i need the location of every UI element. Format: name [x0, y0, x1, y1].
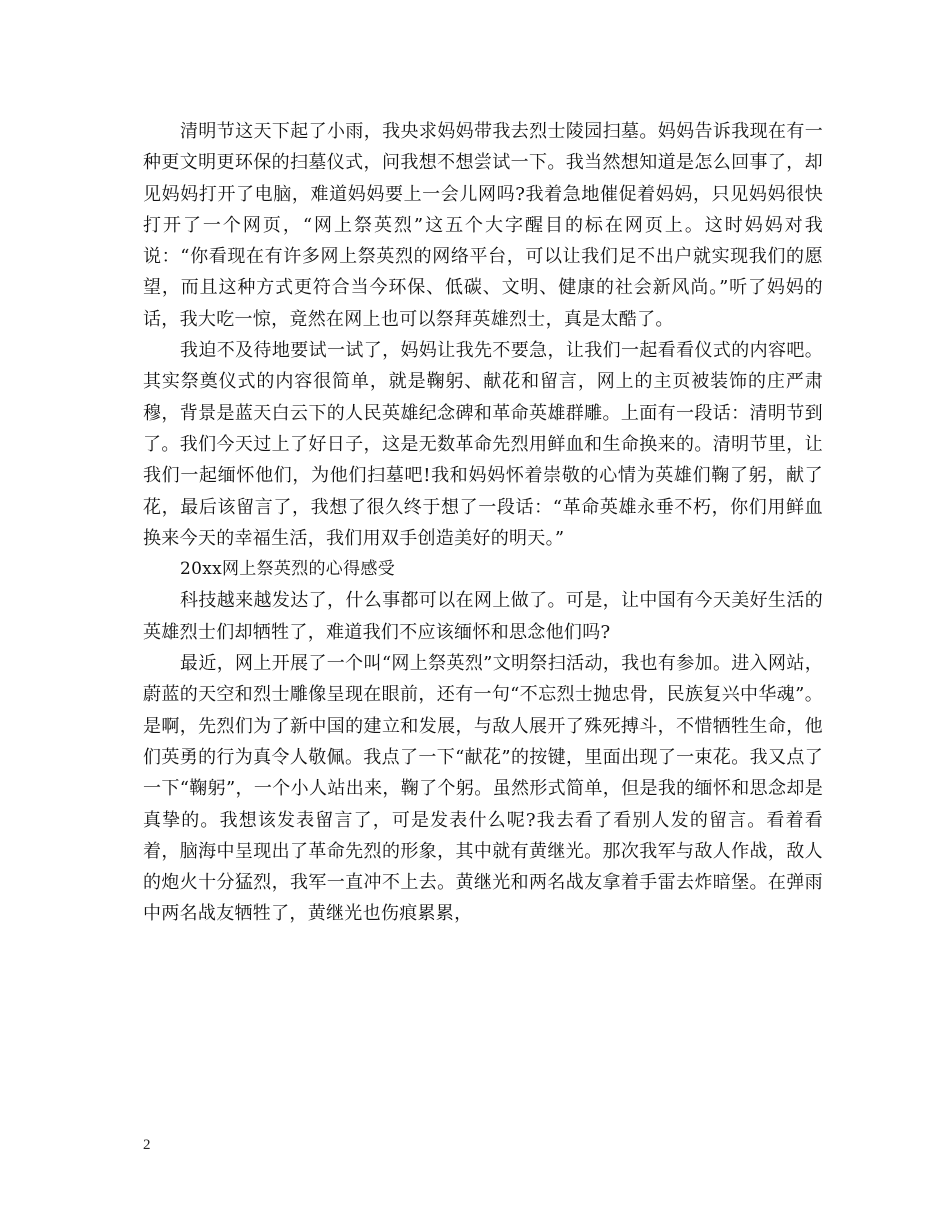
paragraph-tomb-sweeping-day: 清明节这天下起了小雨，我央求妈妈带我去烈士陵园扫墓。妈妈告诉我现在有一种更文明更环保的扫墓仪式，问我想不想尝试一下。我当然想知道是怎么回事了，却见妈妈打开了电脑，难道妈妈要上一会儿网吗?我着急地催促着妈妈，只见妈妈很快打开了一个网页，“网上祭英烈”这五个大字醒目的标在网页上。这时妈妈对我说：“你看现在有许多网上祭英烈的网络平台，可以让我们足不出户就实现我们的愿望，而且这种方式更符合当今环保、低碳、文明、健康的社会新风尚。”听了妈妈的话，我大吃一惊，竟然在网上也可以祭拜英雄烈士，真是太酷了。: [143, 121, 823, 330]
paragraph-online-ceremony: 我迫不及待地要试一试了，妈妈让我先不要急，让我们一起看看仪式的内容吧。其实祭奠仪式的内容很简单，就是鞠躬、献花和留言，网上的主页被装饰的庄严肃穆，背景是蓝天白云下的人民英雄纪念碑和革命英雄群雕。上面有一段话：清明节到了。我们今天过上了好日子，这是无数革命先烈用鲜血和生命换来的。清明节里，让我们一起缅怀他们，为他们扫墓吧!我和妈妈怀着崇敬的心情为英雄们鞠了躬，献了花，最后该留言了，我想了很久终于想了一段话：“革命英雄永垂不朽，你们用鲜血换来今天的幸福生活，我们用双手创造美好的明天。”: [143, 340, 823, 549]
paragraph-technology: 科技越来越发达了，什么事都可以在网上做了。可是，让中国有今天美好生活的英雄烈士们却牺牲了，难道我们不应该缅怀和思念他们吗?: [143, 590, 823, 643]
section-heading: 20xx网上祭英烈的心得感受: [180, 559, 396, 580]
page-number: 2: [143, 1137, 151, 1153]
paragraph-online-memorial: 最近，网上开展了一个叫“网上祭英烈”文明祭扫活动，我也有参加。进入网站，蔚蓝的天空和烈士雕像呈现在眼前，还有一句“不忘烈士抛忠骨，民族复兴中华魂”。是啊，先烈们为了新中国的建立和发展，与敌人展开了殊死搏斗，不惜牺牲生命，他们英勇的行为真令人敬佩。我点了一下“献花”的按键，里面出现了一束花。我又点了一下“鞠躬”，一个小人站出来，鞠了个躬。虽然形式简单，但是我的缅怀和思念却是真挚的。我想该发表留言了，可是发表什么呢?我去看了看别人发的留言。看着看着，脑海中呈现出了革命先烈的形象，其中就有黄继光。那次我军与敌人作战，敌人的炮火十分猛烈，我军一直冲不上去。黄继光和两名战友拿着手雷去炸暗堡。在弹雨中两名战友牺牲了，黄继光也伤痕累累，: [143, 653, 823, 925]
document-body: [143, 116, 823, 930]
